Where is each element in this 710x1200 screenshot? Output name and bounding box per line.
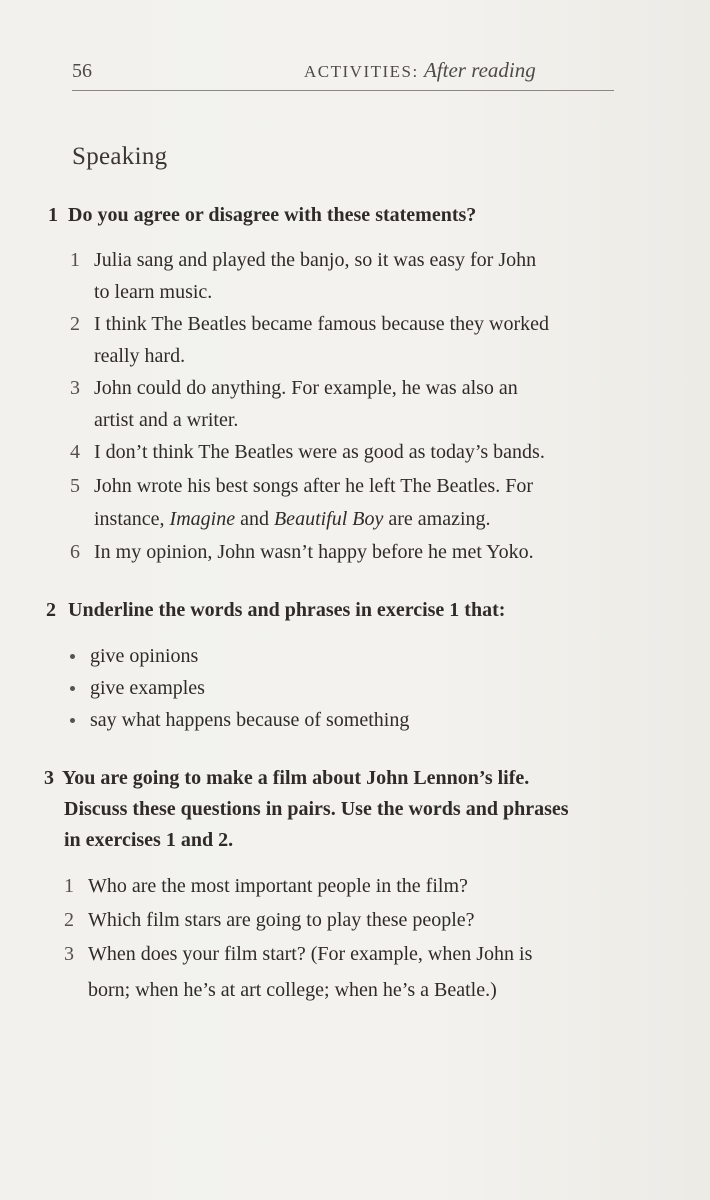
- text-run: are amazing.: [383, 508, 491, 530]
- item-text: John wrote his best songs after he left The Beatles. For: [94, 475, 533, 497]
- item-text: Which film stars are going to play these people?: [88, 909, 475, 931]
- running-head: [72, 56, 614, 91]
- bullet-icon: [70, 686, 75, 691]
- item-text: born; when he’s at art college; when he’s a Beatle.): [88, 979, 497, 1001]
- section-label: ACTIVITIES:: [304, 62, 419, 81]
- exercise-title: You are going to make a film about John Lennon’s life.: [62, 767, 530, 789]
- bullet-icon: [70, 718, 75, 723]
- item-text: When does your film start? (For example, when John is: [88, 943, 533, 965]
- exercise-title: Discuss these questions in pairs. Use the words and phrases: [64, 798, 569, 820]
- item-text: really hard.: [94, 345, 186, 367]
- item-text: John could do anything. For example, he was also an: [94, 377, 518, 399]
- item-number: 3: [70, 377, 80, 399]
- item-number: 1: [64, 875, 74, 897]
- section-title: After reading: [423, 58, 536, 82]
- item-number: 2: [70, 313, 80, 335]
- page-number: 56: [72, 60, 92, 82]
- item-text: to learn music.: [94, 281, 213, 303]
- exercise-title: Do you agree or disagree with these statements?: [68, 204, 477, 226]
- item-text: [94, 503, 491, 535]
- bullet-icon: [70, 654, 75, 659]
- item-text: In my opinion, John wasn’t happy before he met Yoko.: [94, 541, 534, 563]
- item-number: 4: [70, 441, 80, 463]
- item-text: give opinions: [90, 645, 199, 667]
- item-text: I don’t think The Beatles were as good as today’s bands.: [94, 441, 545, 463]
- item-text: artist and a writer.: [94, 409, 239, 431]
- exercise-number: 3: [44, 767, 54, 789]
- item-number: 2: [64, 909, 74, 931]
- item-number: 5: [70, 475, 80, 497]
- item-text: say what happens because of something: [90, 709, 410, 731]
- item-text: I think The Beatles became famous because they worked: [94, 313, 550, 335]
- item-number: 3: [64, 943, 74, 965]
- section-running-title: [304, 58, 536, 83]
- exercise-number: 1: [48, 204, 58, 226]
- exercise-number: 2: [46, 599, 56, 621]
- song-title: Imagine: [169, 508, 236, 530]
- song-title: Beautiful Boy: [273, 508, 384, 530]
- text-run: instance,: [94, 508, 170, 530]
- item-text: give examples: [90, 677, 205, 699]
- exercise-title: Underline the words and phrases in exercise 1 that:: [68, 599, 506, 621]
- item-number: 1: [70, 249, 80, 271]
- page-heading: Speaking: [72, 143, 168, 170]
- text-run: and: [235, 508, 274, 530]
- exercise-title: in exercises 1 and 2.: [64, 829, 234, 851]
- item-number: 6: [70, 541, 80, 563]
- item-text: Julia sang and played the banjo, so it was easy for John: [94, 249, 537, 271]
- item-text: Who are the most important people in the film?: [88, 875, 468, 897]
